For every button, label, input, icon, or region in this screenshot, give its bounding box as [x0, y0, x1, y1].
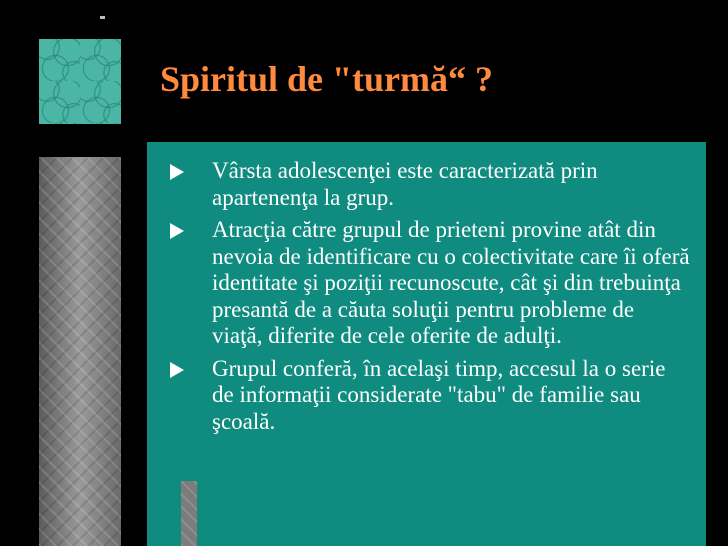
triangle-bullet-icon	[170, 164, 184, 180]
bullet-text: Grupul conferă, în acelaşi timp, accesul la o serie de informaţii considerate "tabu" de familie sau şcoală.	[212, 355, 666, 434]
slide-title: Spiritul de "turmă“ ?	[160, 59, 493, 99]
corner-mark	[100, 16, 105, 19]
bullet-item	[160, 158, 690, 211]
bullet-item	[160, 217, 690, 350]
bullet-list	[160, 158, 690, 441]
triangle-bullet-icon	[170, 223, 184, 239]
bullet-item	[160, 356, 690, 436]
bullet-text: Atracţia către grupul de prieteni provine atât din nevoia de identificare cu o colectivitate care îi oferă identitate şi poziţii recunoscute, cât şi din trebuinţa presantă de a căuta soluţii pentru probleme de viaţă, diferite de cele oferite de adulţi.	[212, 217, 690, 348]
decorative-strip-left	[39, 157, 121, 546]
triangle-bullet-icon	[170, 362, 184, 378]
decorative-strip-small	[181, 481, 197, 546]
bullet-text: Vârsta adolescenţei este caracterizată prin apartenenţa la grup.	[212, 158, 598, 210]
decorative-pattern-top	[39, 39, 121, 124]
